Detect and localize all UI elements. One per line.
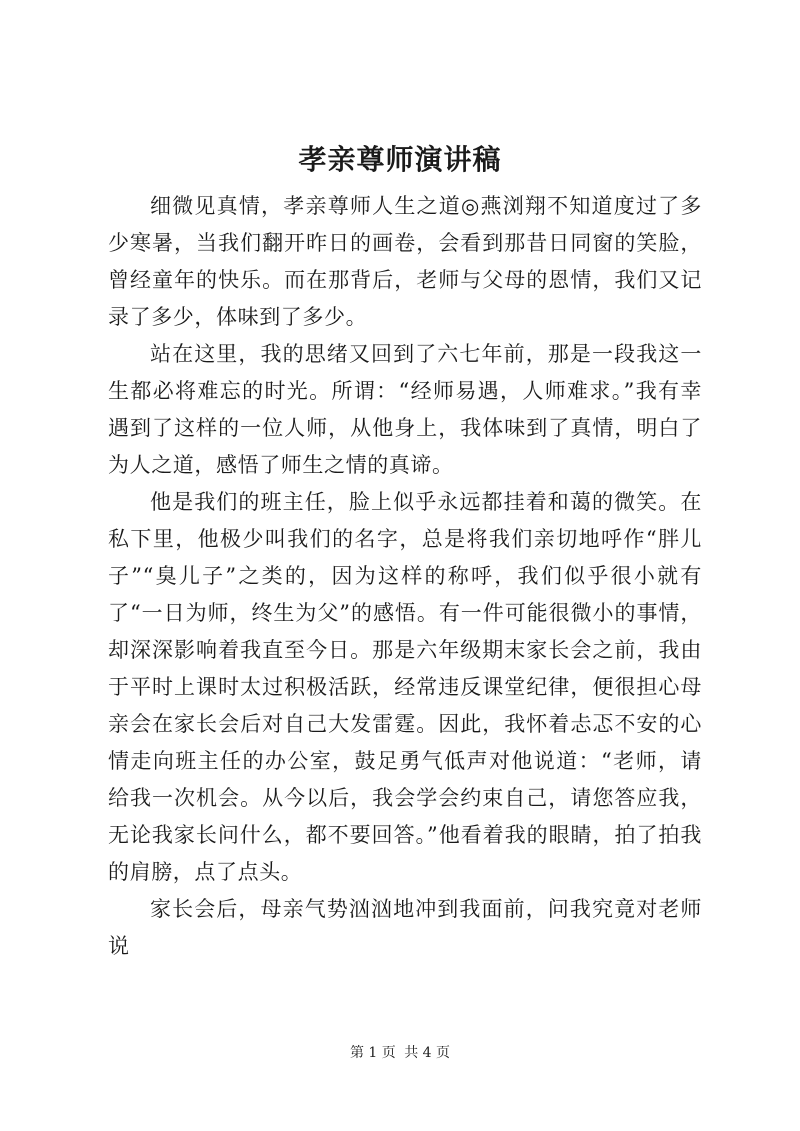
paragraph-4: 家长会后，母亲气势汹汹地冲到我面前，问我究竟对老师说 — [108, 897, 702, 958]
document-title: 孝亲尊师演讲稿 — [298, 143, 502, 176]
document-body — [108, 188, 702, 965]
paragraph-1: 细微见真情，孝亲尊师人生之道◎燕浏翔不知道度过了多少寒暑，当我们翻开昨日的画卷，会看到那昔日同窗的笑脸，曾经童年的快乐。而在那背后，老师与父母的恩情，我们又记录了多少，体味到了多少。 — [108, 194, 702, 329]
paragraph-2: 站在这里，我的思绪又回到了六七年前，那是一段我这一生都必将难忘的时光。所谓：“经师易遇，人师难求。”我有幸遇到了这样的一位人师，从他身上，我体味到了真情，明白了为人之道，感悟了师生之情的真谛。 — [108, 342, 702, 477]
page-footer — [0, 1043, 800, 1063]
page-number: 第 1 页 — [349, 1045, 396, 1061]
paragraph-3: 他是我们的班主任，脸上似乎永远都挂着和蔼的微笑。在私下里，他极少叫我们的名字，总是将我们亲切地呼作“胖儿子”“臭儿子”之类的，因为这样的称呼，我们似乎很小就有了“一日为师，终生为父”的感悟。有一件可能很微小的事情，却深深影响着我直至今日。那是六年级期末家长会之前，我由于平时上课时太过积极活跃，经常违反课堂纪律，便很担心母亲会在家长会后对自己大发雷霆。因此，我怀着忐忑不安的心情走向班主任的办公室，鼓足勇气低声对他说道：“老师，请给我一次机会。从今以后，我会学会约束自己，请您答应我，无论我家长问什么，都不要回答。”他看着我的眼睛，拍了拍我的肩膀，点了点头。 — [108, 490, 702, 884]
page-total: 共 4 页 — [404, 1045, 451, 1061]
